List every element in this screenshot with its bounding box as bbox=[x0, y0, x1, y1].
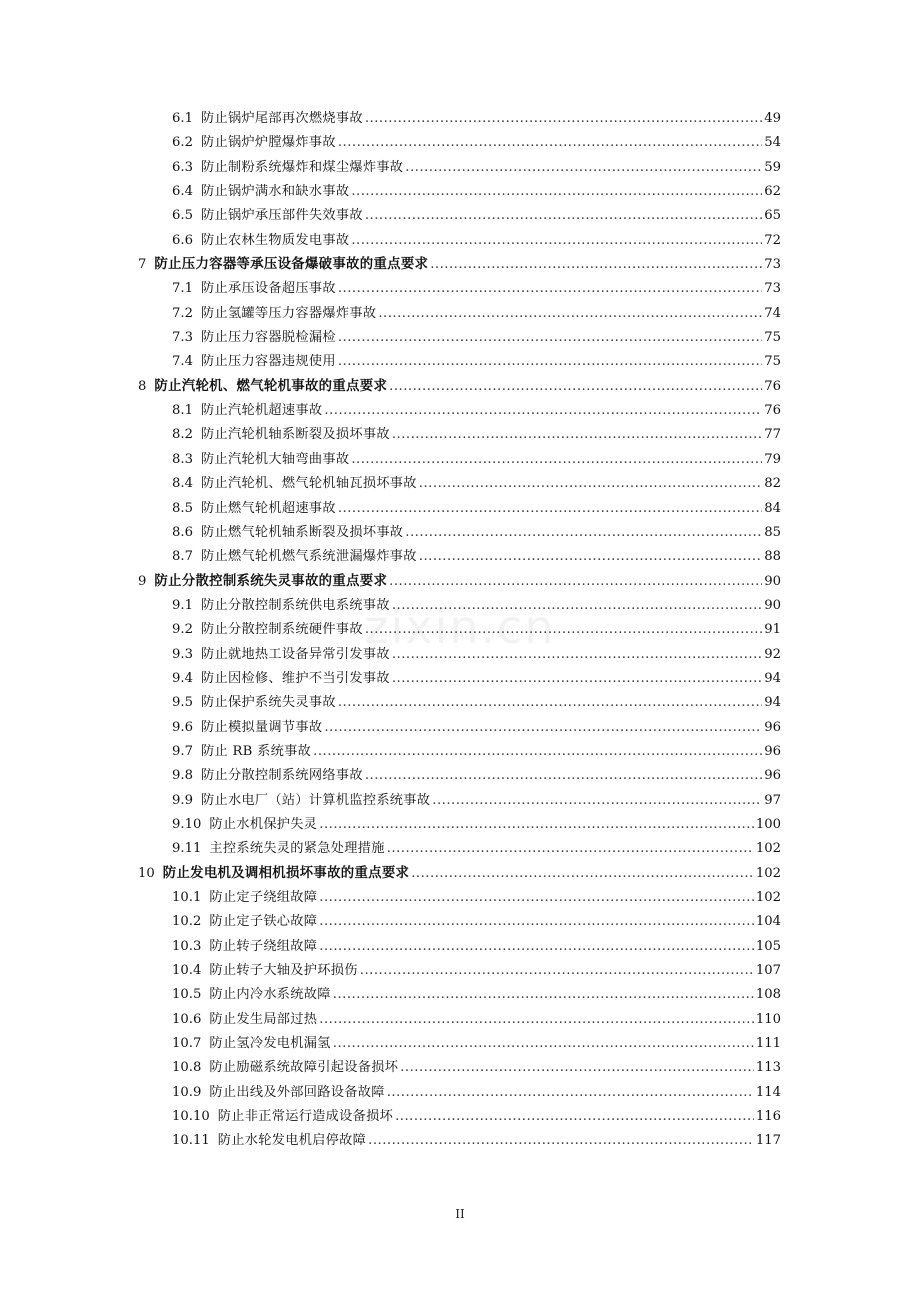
toc-dot-leader bbox=[368, 1129, 754, 1153]
toc-section-entry[interactable] bbox=[0, 959, 781, 983]
toc-entry-page: 49 bbox=[764, 111, 781, 126]
toc-entry-page: 54 bbox=[764, 135, 781, 151]
toc-entry-title: 防止锅炉承压部件失效事故 bbox=[200, 208, 363, 224]
toc-entry-number: 9.7 bbox=[172, 743, 193, 759]
toc-entry-page: 102 bbox=[755, 865, 781, 881]
toc-entry-number: 9.8 bbox=[172, 768, 193, 784]
toc-section-entry[interactable] bbox=[0, 229, 781, 253]
toc-entry-title: 防止保护系统失灵事故 bbox=[200, 695, 336, 711]
toc-entry-title: 防止出线及外部回路设备故障 bbox=[209, 1084, 385, 1100]
toc-entry-title: 防止转子大轴及护环损伤 bbox=[209, 963, 358, 979]
toc-entry-number: 9.1 bbox=[172, 597, 193, 613]
toc-entry-title: 防止制粉系统爆炸和煤尘爆炸事故 bbox=[200, 159, 404, 175]
toc-entry-number: 8.2 bbox=[172, 427, 193, 443]
toc-section-entry[interactable] bbox=[0, 1056, 781, 1080]
toc-section-entry[interactable] bbox=[0, 837, 781, 861]
toc-section-entry[interactable] bbox=[0, 1105, 781, 1129]
toc-dot-leader bbox=[400, 1056, 754, 1080]
toc-entry-page: 73 bbox=[764, 281, 781, 297]
toc-entry-page: 77 bbox=[764, 427, 781, 443]
toc-entry-number: 8.1 bbox=[172, 403, 193, 419]
toc-entry-page: 111 bbox=[755, 1036, 781, 1052]
toc-entry-title: 防止分散控制系统失灵事故的重点要求 bbox=[154, 573, 388, 589]
toc-entry-number: 8.4 bbox=[172, 476, 193, 492]
toc-section-entry[interactable] bbox=[0, 302, 781, 326]
toc-entry-number: 8 bbox=[138, 378, 147, 394]
toc-dot-leader bbox=[319, 886, 754, 910]
toc-dot-leader bbox=[338, 326, 762, 350]
toc-entry-page: 116 bbox=[755, 1109, 781, 1125]
toc-dot-leader bbox=[419, 545, 762, 569]
toc-section-entry[interactable] bbox=[0, 1081, 781, 1105]
toc-dot-leader bbox=[419, 472, 762, 496]
toc-entry-page: 59 bbox=[764, 159, 781, 175]
toc-entry-number: 9.2 bbox=[172, 622, 193, 638]
toc-dot-leader bbox=[324, 399, 762, 423]
toc-dot-leader bbox=[411, 862, 754, 886]
toc-section-entry[interactable] bbox=[0, 1129, 781, 1153]
toc-dot-leader bbox=[392, 594, 762, 618]
toc-section-entry[interactable] bbox=[0, 131, 781, 155]
toc-entry-page: 117 bbox=[755, 1133, 781, 1149]
toc-chapter-entry[interactable] bbox=[0, 570, 781, 594]
toc-entry-title: 防止燃气轮机轴系断裂及损坏事故 bbox=[200, 524, 404, 540]
toc-dot-leader bbox=[338, 277, 762, 301]
toc-section-entry[interactable] bbox=[0, 983, 781, 1007]
toc-entry-number: 8.3 bbox=[172, 451, 193, 467]
toc-entry-title: 防止汽轮机大轴弯曲事故 bbox=[200, 451, 350, 467]
toc-entry-page: 110 bbox=[755, 1011, 781, 1027]
toc-entry-page: 76 bbox=[764, 378, 781, 394]
toc-entry-page: 94 bbox=[764, 695, 781, 711]
toc-dot-leader bbox=[392, 667, 762, 691]
toc-entry-title: 防止锅炉炉膛爆炸事故 bbox=[200, 135, 336, 151]
watermark: zixin.cn bbox=[364, 600, 556, 654]
toc-chapter-entry[interactable] bbox=[0, 375, 781, 399]
toc-entry-page: 75 bbox=[764, 354, 781, 370]
toc-entry-title: 防止燃气轮机燃气系统泄漏爆炸事故 bbox=[200, 549, 417, 565]
toc-entry-page: 96 bbox=[764, 743, 781, 759]
toc-entry-title: 防止压力容器违规使用 bbox=[200, 354, 336, 370]
toc-dot-leader bbox=[338, 350, 762, 374]
toc-entry-page: 107 bbox=[755, 963, 781, 979]
toc-entry-page: 94 bbox=[764, 670, 781, 686]
toc-entry-title: 防止汽轮机轴系断裂及损坏事故 bbox=[200, 427, 390, 443]
toc-section-entry[interactable] bbox=[0, 156, 781, 180]
toc-entry-number: 6.2 bbox=[172, 135, 193, 151]
toc-entry-number: 9.6 bbox=[172, 719, 193, 735]
toc-section-entry[interactable] bbox=[0, 618, 781, 642]
toc-dot-leader bbox=[324, 716, 762, 740]
toc-section-entry[interactable] bbox=[0, 740, 781, 764]
toc-section-entry[interactable] bbox=[0, 764, 781, 788]
toc-dot-leader bbox=[365, 204, 762, 228]
toc-section-entry[interactable] bbox=[0, 594, 781, 618]
toc-entry-number: 8.5 bbox=[172, 500, 193, 516]
toc-entry-number: 7.2 bbox=[172, 305, 193, 321]
toc-dot-leader bbox=[313, 740, 762, 764]
toc-dot-leader bbox=[351, 448, 762, 472]
toc-entry-title: 防止励磁系统故障引起设备损坏 bbox=[209, 1060, 399, 1076]
toc-dot-leader bbox=[351, 180, 762, 204]
toc-entry-number: 10.11 bbox=[172, 1133, 210, 1149]
toc-section-entry[interactable] bbox=[0, 813, 781, 837]
toc-dot-leader bbox=[338, 691, 762, 715]
toc-entry-page: 75 bbox=[764, 330, 781, 346]
toc-section-entry[interactable] bbox=[0, 545, 781, 569]
toc-entry-title: 防止汽轮机、燃气轮机事故的重点要求 bbox=[154, 378, 388, 394]
toc-entry-page: 102 bbox=[755, 841, 781, 857]
toc-entry-title: 主控系统失灵的紧急处理措施 bbox=[209, 841, 385, 857]
toc-entry-title: 防止定子绕组故障 bbox=[209, 890, 318, 905]
toc-entry-title: 防止定子铁心故障 bbox=[209, 914, 318, 930]
toc-section-entry[interactable] bbox=[0, 399, 781, 423]
toc-entry-page: 82 bbox=[764, 476, 781, 492]
toc-dot-leader bbox=[405, 156, 762, 180]
toc-dot-leader bbox=[333, 983, 754, 1007]
toc-entry-title: 防止锅炉尾部再次燃烧事故 bbox=[200, 111, 363, 126]
toc-chapter-entry[interactable] bbox=[0, 253, 781, 277]
toc-section-entry[interactable] bbox=[0, 472, 781, 496]
toc-entry-page: 88 bbox=[764, 549, 781, 565]
toc-entry-page: 91 bbox=[764, 622, 781, 638]
toc-section-entry[interactable] bbox=[0, 448, 781, 472]
toc-entry-page: 105 bbox=[755, 938, 781, 954]
toc-entry-title: 防止氢罐等压力容器爆炸事故 bbox=[200, 305, 377, 321]
toc-entry-page: 92 bbox=[764, 646, 781, 662]
toc-dot-leader bbox=[389, 375, 762, 399]
toc-entry-number: 10 bbox=[138, 865, 155, 881]
toc-dot-leader bbox=[319, 813, 754, 837]
toc-dot-leader bbox=[319, 910, 754, 934]
toc-entry-title: 防止压力容器等承压设备爆破事故的重点要求 bbox=[154, 257, 429, 273]
toc-entry-number: 6.1 bbox=[172, 111, 193, 126]
toc-entry-number: 10.10 bbox=[172, 1109, 210, 1125]
toc-entry-number: 9.3 bbox=[172, 646, 193, 662]
toc-dot-leader bbox=[319, 935, 754, 959]
toc-entry-number: 6.5 bbox=[172, 208, 193, 224]
toc-dot-leader bbox=[319, 1008, 754, 1032]
toc-entry-title: 防止分散控制系统网络事故 bbox=[200, 768, 363, 784]
toc-entry-title: 防止压力容器脱检漏检 bbox=[200, 330, 336, 346]
toc-entry-number: 9.9 bbox=[172, 792, 193, 808]
toc-section-entry[interactable] bbox=[0, 667, 781, 691]
toc-entry-title: 防止就地热工设备异常引发事故 bbox=[200, 646, 390, 662]
toc-entry-title: 防止汽轮机超速事故 bbox=[200, 403, 323, 419]
toc-entry-number: 9.4 bbox=[172, 670, 193, 686]
toc-dot-leader bbox=[333, 1032, 754, 1056]
toc-entry-page: 102 bbox=[755, 890, 781, 905]
toc-dot-leader bbox=[365, 764, 762, 788]
toc-entry-title: 防止发生局部过热 bbox=[209, 1011, 318, 1027]
toc-entry-title: 防止水机保护失灵 bbox=[209, 816, 318, 832]
toc-entry-page: 108 bbox=[755, 987, 781, 1003]
toc-section-entry[interactable] bbox=[0, 935, 781, 959]
toc-entry-page: 90 bbox=[764, 573, 781, 589]
toc-entry-number: 8.6 bbox=[172, 524, 193, 540]
toc-entry-title: 防止内冷水系统故障 bbox=[209, 987, 331, 1003]
toc-entry-number: 9.10 bbox=[172, 816, 202, 832]
toc-dot-leader bbox=[378, 302, 762, 326]
toc-dot-leader bbox=[432, 789, 762, 813]
toc-entry-page: 65 bbox=[764, 208, 781, 224]
toc-chapter-entry[interactable] bbox=[0, 862, 781, 886]
toc-section-entry[interactable] bbox=[0, 423, 781, 447]
toc-entry-page: 96 bbox=[764, 719, 781, 735]
toc-entry-title: 防止发电机及调相机损坏事故的重点要求 bbox=[162, 865, 410, 881]
toc-section-entry[interactable] bbox=[0, 1008, 781, 1032]
toc-section-entry[interactable] bbox=[0, 277, 781, 301]
toc-dot-leader bbox=[387, 837, 754, 861]
toc-entry-number: 8.7 bbox=[172, 549, 193, 565]
toc-entry-page: 76 bbox=[764, 403, 781, 419]
toc-entry-page: 104 bbox=[755, 914, 781, 930]
toc-entry-page: 79 bbox=[764, 451, 781, 467]
toc-entry-page: 96 bbox=[764, 768, 781, 784]
toc-dot-leader bbox=[395, 1105, 754, 1129]
toc-entry-page: 90 bbox=[764, 597, 781, 613]
toc-entry-title: 防止锅炉满水和缺水事故 bbox=[200, 184, 350, 200]
toc-entry-number: 6.3 bbox=[172, 159, 193, 175]
toc-entry-page: 100 bbox=[755, 816, 781, 832]
toc-entry-number: 9.11 bbox=[172, 841, 202, 857]
toc-entry-number: 7.3 bbox=[172, 330, 193, 346]
toc-entry-title: 防止农林生物质发电事故 bbox=[200, 232, 350, 248]
toc-entry-page: 62 bbox=[764, 184, 781, 200]
toc-entry-page: 85 bbox=[764, 524, 781, 540]
page-number: II bbox=[455, 1207, 465, 1221]
toc-section-entry[interactable] bbox=[0, 107, 781, 131]
toc-section-entry[interactable] bbox=[0, 1032, 781, 1056]
toc-section-entry[interactable] bbox=[0, 326, 781, 350]
toc-dot-leader bbox=[392, 643, 762, 667]
toc-entry-title: 防止承压设备超压事故 bbox=[200, 281, 336, 297]
toc-dot-leader bbox=[365, 107, 762, 131]
toc-entry-title: 防止转子绕组故障 bbox=[209, 938, 318, 954]
toc-entry-page: 74 bbox=[764, 305, 781, 321]
toc-dot-leader bbox=[392, 423, 762, 447]
toc-entry-page: 97 bbox=[764, 792, 781, 808]
toc-entry-title: 防止分散控制系统供电系统事故 bbox=[200, 597, 390, 613]
toc-entry-title: 防止非正常运行造成设备损坏 bbox=[217, 1109, 394, 1125]
toc-entry-number: 10.4 bbox=[172, 963, 202, 979]
toc-section-entry[interactable] bbox=[0, 716, 781, 740]
toc-entry-title: 防止 RB 系统事故 bbox=[200, 743, 312, 759]
toc-section-entry[interactable] bbox=[0, 886, 781, 910]
toc-dot-leader bbox=[351, 229, 762, 253]
toc-entry-number: 6.4 bbox=[172, 184, 193, 200]
toc-entry-number: 10.2 bbox=[172, 914, 202, 930]
toc-dot-leader bbox=[430, 253, 762, 277]
toc-entry-number: 7 bbox=[138, 257, 147, 273]
toc-section-entry[interactable] bbox=[0, 350, 781, 374]
toc-entry-title: 防止模拟量调节事故 bbox=[200, 719, 323, 735]
toc-section-entry[interactable] bbox=[0, 789, 781, 813]
toc-entry-number: 10.7 bbox=[172, 1036, 202, 1052]
toc-entry-number: 7.4 bbox=[172, 354, 193, 370]
toc-entry-number: 9 bbox=[138, 573, 147, 589]
toc-dot-leader bbox=[387, 1081, 754, 1105]
toc-dot-leader bbox=[389, 570, 762, 594]
toc-entry-number: 10.6 bbox=[172, 1011, 202, 1027]
toc-entry-title: 防止因检修、维护不当引发事故 bbox=[200, 670, 390, 686]
toc-dot-leader bbox=[405, 521, 762, 545]
toc-entry-number: 10.8 bbox=[172, 1060, 202, 1076]
toc-entry-page: 114 bbox=[755, 1084, 781, 1100]
toc-entry-title: 防止水轮发电机启停故障 bbox=[217, 1133, 367, 1149]
toc-entry-number: 6.6 bbox=[172, 232, 193, 248]
toc-entry-title: 防止氢冷发电机漏氢 bbox=[209, 1036, 331, 1052]
toc-entry-page: 72 bbox=[764, 232, 781, 248]
toc-entry-number: 10.3 bbox=[172, 938, 202, 954]
toc-entry-title: 防止分散控制系统硬件事故 bbox=[200, 622, 363, 638]
toc-entry-number: 9.5 bbox=[172, 695, 193, 711]
toc-dot-leader bbox=[365, 618, 762, 642]
toc-dot-leader bbox=[338, 497, 762, 521]
toc-section-entry[interactable] bbox=[0, 643, 781, 667]
toc-section-entry[interactable] bbox=[0, 910, 781, 934]
toc-entry-number: 10.1 bbox=[172, 890, 202, 905]
toc-entry-page: 84 bbox=[764, 500, 781, 516]
toc-entry-page: 73 bbox=[764, 257, 781, 273]
toc-section-entry[interactable] bbox=[0, 691, 781, 715]
toc-section-entry[interactable] bbox=[0, 204, 781, 228]
toc-entry-title: 防止水电厂（站）计算机监控系统事故 bbox=[200, 792, 431, 808]
toc-dot-leader bbox=[338, 131, 762, 155]
toc-entry-number: 10.9 bbox=[172, 1084, 202, 1100]
toc-entry-number: 7.1 bbox=[172, 281, 193, 297]
table-of-contents bbox=[0, 107, 920, 1154]
toc-entry-page: 113 bbox=[755, 1060, 781, 1076]
toc-entry-title: 防止燃气轮机超速事故 bbox=[200, 500, 336, 516]
toc-section-entry[interactable] bbox=[0, 497, 781, 521]
toc-section-entry[interactable] bbox=[0, 521, 781, 545]
toc-section-entry[interactable] bbox=[0, 180, 781, 204]
toc-entry-title: 防止汽轮机、燃气轮机轴瓦损坏事故 bbox=[200, 476, 417, 492]
toc-dot-leader bbox=[360, 959, 754, 983]
toc-entry-number: 10.5 bbox=[172, 987, 202, 1003]
